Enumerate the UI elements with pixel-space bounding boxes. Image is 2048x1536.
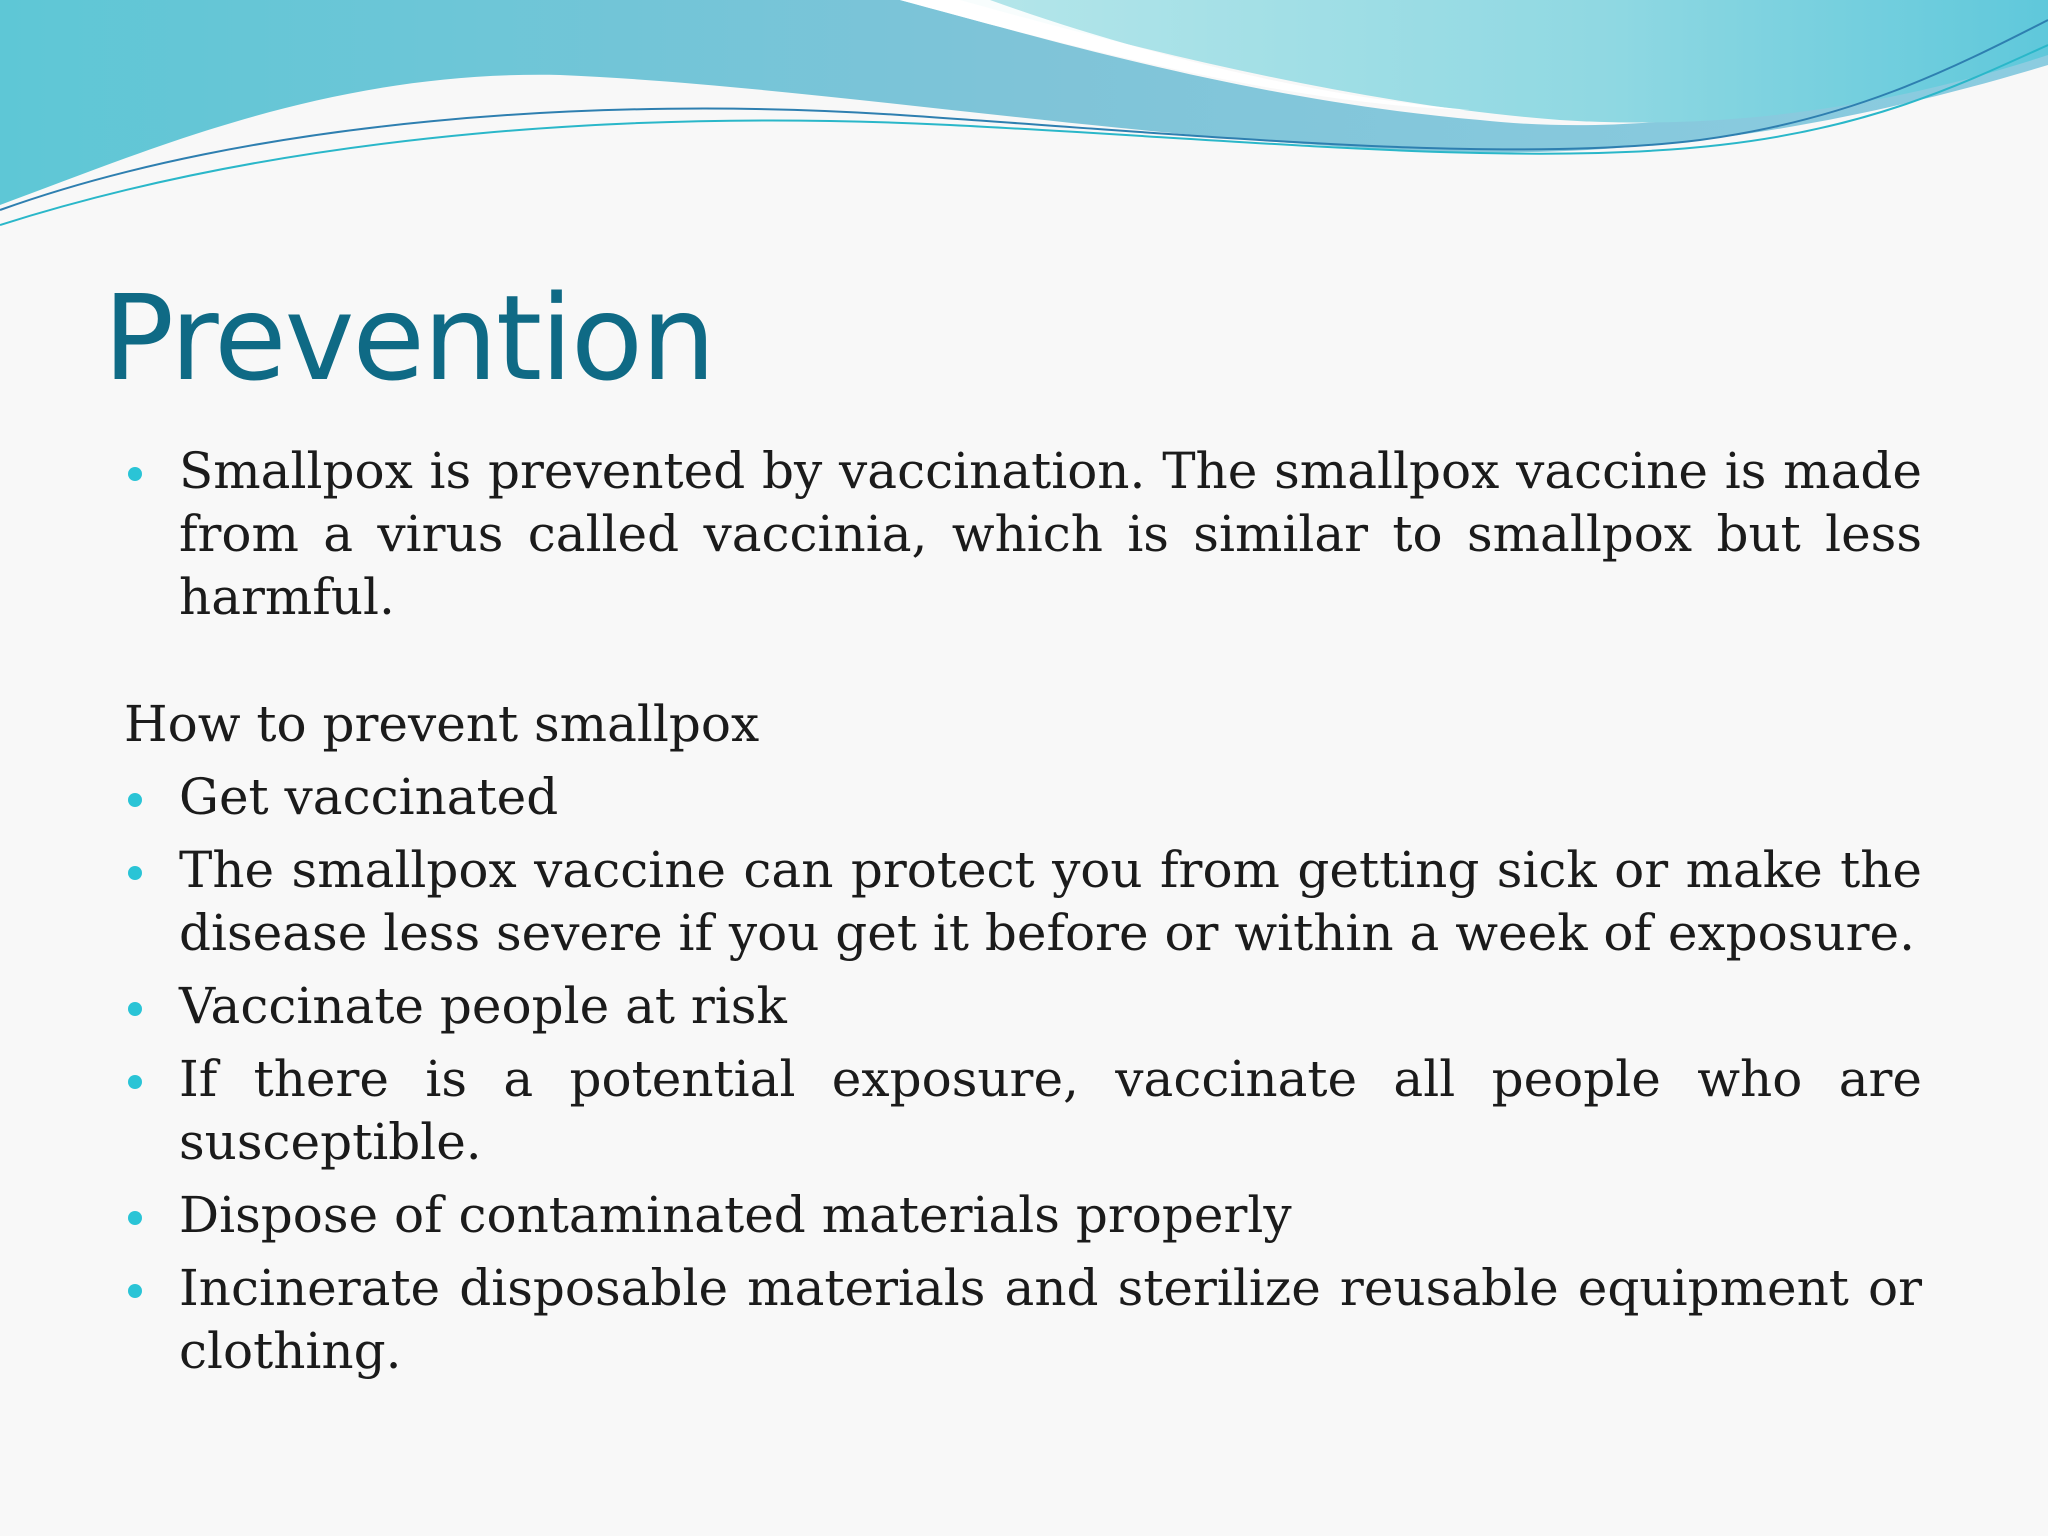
bullet-text: The smallpox vaccine can protect you from getting sick or make the disease less severe if you get it before or within a week of exposure. — [179, 841, 1922, 962]
bullet-dot-icon — [128, 1211, 142, 1225]
bullet-text: Vaccinate people at risk — [179, 977, 787, 1035]
header-wave-decoration — [0, 0, 2048, 240]
bullet-item — [124, 1257, 1922, 1383]
bullet-item — [124, 975, 1922, 1038]
bullet-item — [124, 1184, 1922, 1247]
slide-body — [124, 440, 1922, 1393]
bullet-dot-icon — [128, 1002, 142, 1016]
bullet-text: Get vaccinated — [179, 768, 559, 826]
section-subheading: How to prevent smallpox — [124, 695, 760, 753]
bullet-item — [124, 839, 1922, 965]
slide-title: Prevention — [103, 269, 714, 407]
bullet-dot-icon — [128, 1075, 142, 1089]
bullet-item — [124, 1048, 1922, 1174]
bullet-dot-icon — [128, 793, 142, 807]
bullet-item — [124, 766, 1922, 829]
bullet-text: Incinerate disposable materials and sterilize reusable equipment or clothing. — [179, 1259, 1922, 1380]
bullet-dot-icon — [128, 866, 142, 880]
spacer — [124, 639, 1922, 693]
bullet-text: Smallpox is prevented by vaccination. The smallpox vaccine is made from a virus called vaccinia, which is similar to smallpox but less harmful. — [179, 442, 1922, 626]
bullet-dot-icon — [128, 1284, 142, 1298]
bullet-dot-icon — [128, 467, 142, 481]
bullet-item — [124, 440, 1922, 629]
bullet-text: If there is a potential exposure, vaccinate all people who are susceptible. — [179, 1050, 1922, 1171]
bullet-text: Dispose of contaminated materials properly — [179, 1186, 1292, 1244]
